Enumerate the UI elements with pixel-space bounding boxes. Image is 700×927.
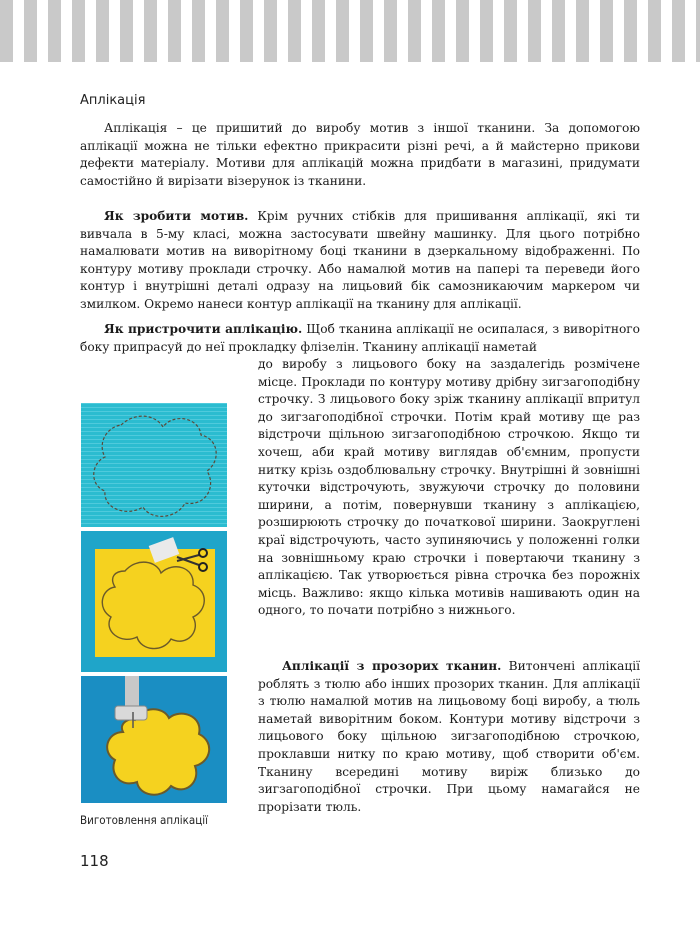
paragraph-make-motif-title: Як зробити мотив.	[104, 209, 249, 223]
figure-step-cut	[81, 531, 227, 672]
machine-stitch-illustration	[81, 676, 227, 803]
figure-step-outline	[81, 403, 227, 527]
header-stripe-band	[0, 0, 700, 62]
page-number: 118	[80, 852, 109, 870]
paragraph-stitch-applique-title: Як пристрочити аплікацію.	[104, 322, 303, 336]
paragraph-sheer-fabric-title: Аплікації з прозорих тканин.	[282, 659, 502, 673]
paragraph-stitch-applique-body-a: Щоб тканина аплікації не осипалася, з виворітного боку припрасуй до неї прокладку флізелін. Тканину аплікації наметай	[80, 322, 640, 354]
paragraph-sheer-fabric	[258, 658, 640, 816]
paragraph-sheer-fabric-body: Витончені аплікації роблять з тюлю або інших прозорих тканин. Для аплікації з тюлю намалюй мотив на лицьовому боці виробу, а тюль наметай виворітним боком. Контури мотиву відстрочи з лицьового боку щільною зигзагоподібною строчкою, проклавши нитку по краю мотиву, щоб створити об'єм. Тканину всередині мотиву виріж близько до зигзагоподібної строчки. При цьому намагайся не прорізати тюль.	[258, 659, 641, 814]
paragraph-make-motif	[80, 208, 640, 314]
paragraph-make-motif-body: Крім ручних стібків для пришивання аплікації, які ти вивчала в 5-му класі, можна застосувати швейну машинку. Для цього потрібно намалювати мотив на виворітному боці тканини в дзеркальному відображенні. По контуру мотиву проклади строчку. Або намалюй мотив на папері та переведи його контур і внутрішні деталі одразу на лицьовий бік самозникаючим маркером чи змилком. Окремо нанеси контур аплікації на тканину для аплікації.	[80, 209, 641, 311]
section-title: Аплікація	[80, 93, 146, 108]
cut-applique-illustration	[81, 531, 227, 672]
flower-outline-illustration	[81, 403, 227, 527]
blue-fabric	[81, 403, 227, 527]
paragraph-intro: Аплікація – це пришитий до виробу мотив з іншої тканини. За допомогою аплікації можна не тільки ефектно прикрасити різні речі, а й майстерно прикови дефекти матеріалу. Мотиви для аплікацій можна придбати в магазині, придумати самостійно й вирізати візерунок із тканини.	[80, 121, 640, 188]
paragraph-stitch-applique-continued: до виробу з лицьового боку на заздалегідь розмічене місце. Проклади по контуру мотиву дрібну зигзагоподібну строчку. З лицьового боку зріж тканину аплікації впритул до зигзагоподібної строчки. Потім край мотиву ще раз відстрочи щільною зигзагоподібною строчкою. Якщо ти хочеш, аби край мотиву виглядав об'ємним, пропусти нитку крізь оздоблювальну строчку. Внутрішні й зовнішні куточки відстрочують, звужуючи строчку до половини ширини, а потім, повернувши тканину з аплікацією, розширюють строчку до початкової ширини. Заокруглені краї відстрочують, часто зупиняючись у положенні голки на зовнішньому краю строчки і повертаючи тканину з аплікацією. Так утворюється рівна строчка без порожніх місць. Важливо: якщо кілька мотивів нашивають один на одного, то почати потрібно з нижнього.	[258, 357, 640, 618]
paragraph-stitch-applique	[80, 321, 640, 356]
figure-caption: Виготовлення аплікації	[80, 813, 209, 827]
figure-step-machine-stitch	[81, 676, 227, 803]
